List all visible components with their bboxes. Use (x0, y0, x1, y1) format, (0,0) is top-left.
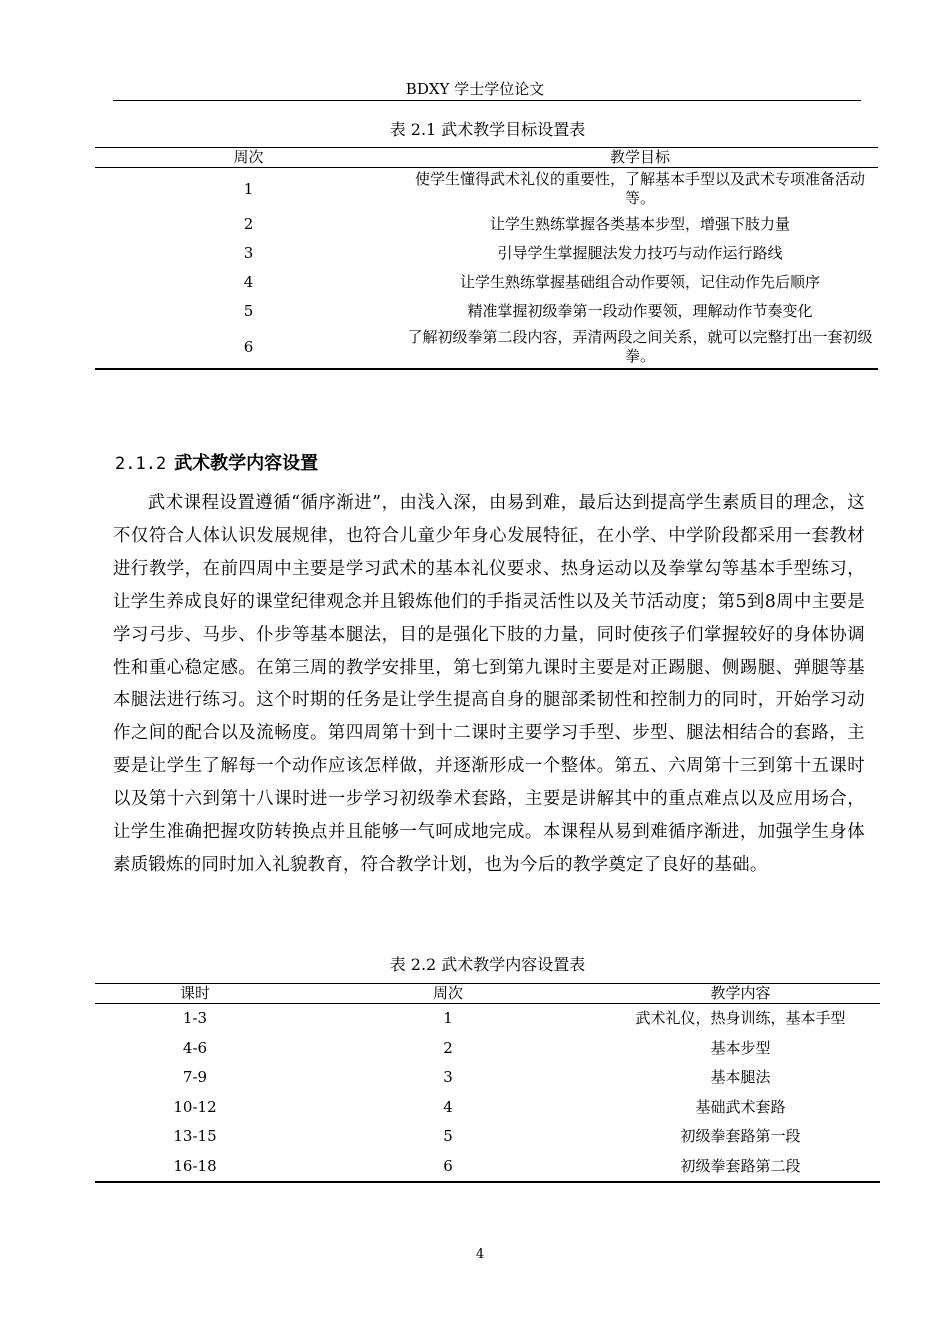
body-paragraph: 武术课程设置遵循“循序渐进”，由浅入深，由易到难，最后达到提高学生素质目的理念，这不仅符合人体认识发展规律，也符合儿童少年身心发展特征，在小学、中学阶段都采用一套教材进行教学，在前四周中主要是学习武术的基本礼仪要求、热身运动以及拳掌勾等基本手型练习，让学生养成良好的课堂纪律观念并且锻炼他们的手指灵活性以及关节活动度；第5到8周中主要是学习弓步、马步、仆步等基本腿法，目的是强化下肢的力量，同时使孩子们掌握较好的身体协调性和重心稳定感。在第三周的教学安排里，第七到第九课时主要是对正踢腿、侧踢腿、弹腿等基本腿法进行练习。这个时期的任务是让学生提高自身的腿部柔韧性和控制力的同时，开始学习动作之间的配合以及流畅度。第四周第十到十二课时主要学习手型、步型、腿法相结合的套路，主要是让学生了解每一个动作应该怎样做，并逐渐形成一个整体。第五、六周第十三到第十五课时以及第十六到第十八课时进一步学习初级拳术套路，主要是讲解其中的重点难点以及应用场合，让学生准确把握攻防转换点并且能够一气呵成地完成。本课程从易到难循序渐进，加强学生身体素质锻炼的同时加入礼貌教育，符合教学计划，也为今后的教学奠定了良好的基础。 (113, 493, 865, 875)
table-row (95, 1034, 880, 1064)
goal-text: 让学生熟练掌握基础组合动作要领，记住动作先后顺序 (459, 273, 820, 291)
table-row (95, 210, 878, 239)
page-number: 4 (475, 1247, 485, 1262)
goal-cell (402, 210, 878, 239)
content-cell: 初级拳套路第一段 (680, 1127, 801, 1146)
goal-text: 让学生熟练掌握各类基本步型，增强下肢力量 (489, 215, 790, 233)
column-header-week: 周次 (95, 148, 402, 168)
table-row (95, 1004, 880, 1034)
week-cell: 2 (443, 1038, 453, 1057)
section-number: 2.1.2 (115, 454, 167, 474)
table-header-row (95, 148, 878, 168)
table-row (95, 239, 878, 268)
hours-cell: 13-15 (173, 1127, 217, 1146)
goal-text: 了解初级拳第二段内容，弄清两段之间关系，就可以完整打出一套初级拳。 (407, 328, 873, 365)
goal-text: 精准掌握初级拳第一段动作要领，理解动作节奏变化 (467, 302, 813, 320)
goal-cell (402, 297, 878, 326)
column-header-week: 周次 (295, 984, 601, 1004)
week-cell: 5 (243, 302, 254, 320)
week-cell: 1 (243, 179, 254, 198)
table1-caption: 表 2.1 武术教学目标设置表 (389, 120, 586, 139)
hours-cell: 1-3 (182, 1009, 208, 1028)
table-row (95, 268, 878, 297)
table-row (95, 168, 878, 211)
hours-cell: 10-12 (173, 1097, 217, 1116)
column-header-hours: 课时 (95, 984, 295, 1004)
content-cell: 基本腿法 (710, 1068, 771, 1087)
content-cell: 基础武术套路 (695, 1097, 786, 1116)
table-row (95, 297, 878, 326)
week-cell: 4 (243, 273, 254, 291)
column-header-content: 教学内容 (601, 984, 880, 1004)
goal-text: 引导学生掌握腿法发力技巧与动作运行路线 (497, 244, 783, 262)
week-cell: 6 (243, 337, 254, 356)
table-row (95, 1063, 880, 1093)
hours-cell: 4-6 (182, 1038, 208, 1057)
section-heading (115, 449, 318, 475)
hours-cell: 16-18 (173, 1156, 217, 1175)
table-row (95, 1093, 880, 1123)
header-divider (113, 100, 861, 101)
week-cell: 1 (443, 1009, 453, 1028)
running-header: BDXY 学士学位论文 (405, 80, 545, 98)
content-cell: 初级拳套路第二段 (680, 1156, 801, 1175)
goal-cell (402, 326, 878, 369)
goal-text: 使学生懂得武术礼仪的重要性，了解基本手型以及武术专项准备活动等。 (414, 170, 865, 207)
teaching-content-table (95, 983, 880, 1183)
goal-cell (402, 239, 878, 268)
goal-cell (402, 268, 878, 297)
table-header-row (95, 984, 880, 1004)
section-title: 武术教学内容设置 (174, 453, 319, 474)
content-cell: 武术礼仪，热身训练，基本手型 (635, 1009, 846, 1028)
week-cell: 4 (443, 1097, 453, 1116)
hours-cell: 7-9 (182, 1068, 208, 1087)
teaching-goals-table (95, 147, 878, 370)
table-row (95, 1152, 880, 1183)
column-header-goal: 教学目标 (402, 148, 878, 168)
week-cell: 3 (243, 244, 254, 262)
week-cell: 5 (443, 1127, 453, 1146)
week-cell: 3 (443, 1068, 453, 1087)
week-cell: 6 (443, 1156, 453, 1175)
content-cell: 基本步型 (710, 1038, 771, 1057)
table-row (95, 326, 878, 369)
table2-caption: 表 2.2 武术教学内容设置表 (389, 955, 586, 974)
week-cell: 2 (243, 215, 254, 233)
table-row (95, 1122, 880, 1152)
goal-cell (402, 168, 878, 211)
